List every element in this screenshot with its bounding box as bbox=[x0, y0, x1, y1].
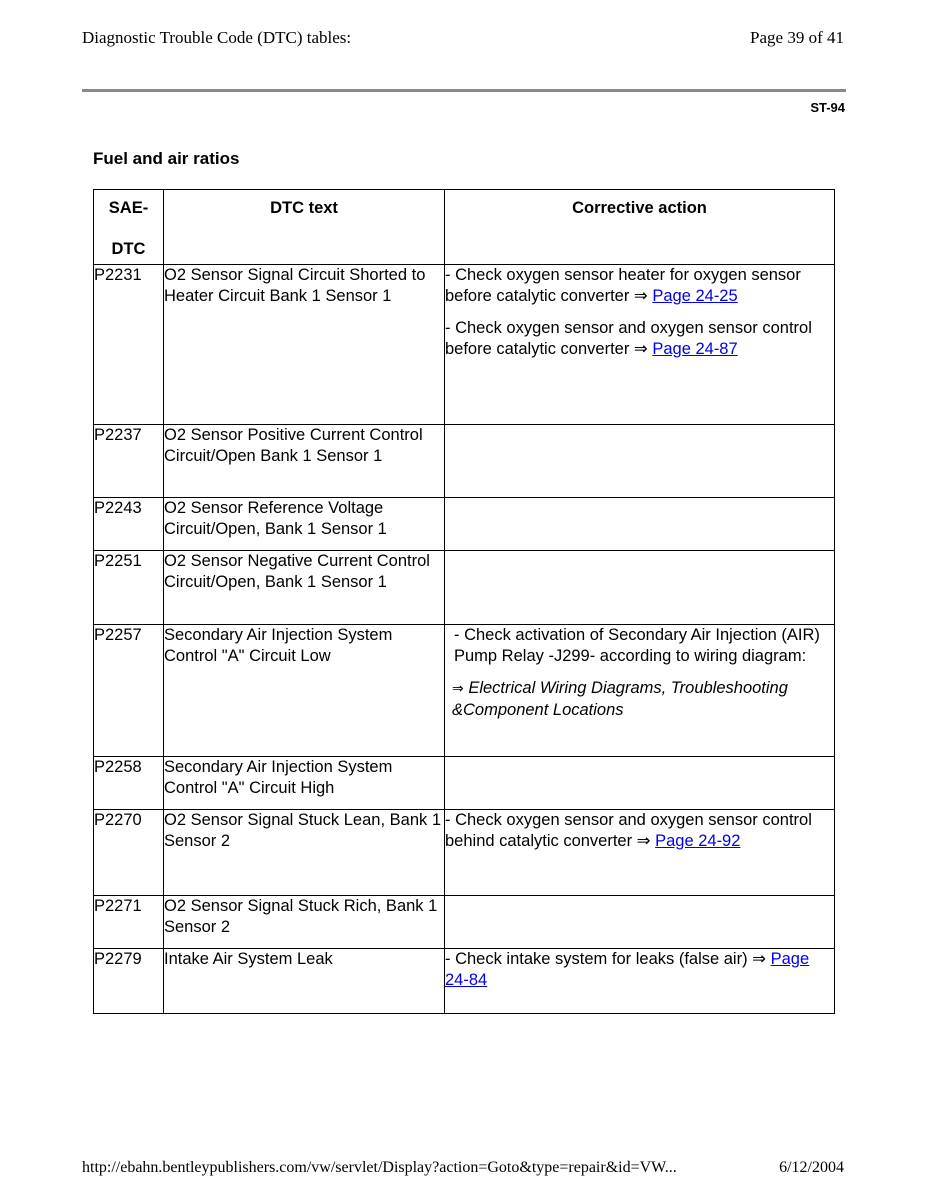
corrective-action bbox=[445, 949, 835, 1014]
action-text: - Check oxygen sensor and oxygen sensor control before catalytic converter ⇒ bbox=[445, 319, 812, 358]
dtc-code: P2257 bbox=[94, 625, 164, 757]
dtc-code: P2258 bbox=[94, 757, 164, 810]
footer-date: 6/12/2004 bbox=[779, 1159, 844, 1176]
dtc-text: O2 Sensor Reference Voltage Circuit/Open, Bank 1 Sensor 1 bbox=[164, 498, 445, 551]
corrective-action bbox=[445, 896, 835, 949]
action-text: - Check oxygen sensor and oxygen sensor control behind catalytic converter ⇒ bbox=[445, 811, 812, 850]
corrective-action bbox=[445, 425, 835, 498]
header-sae-dtc-line2: DTC bbox=[111, 240, 146, 258]
corrective-action bbox=[445, 757, 835, 810]
table-row bbox=[94, 625, 835, 757]
dtc-text: O2 Sensor Positive Current Control Circuit/Open Bank 1 Sensor 1 bbox=[164, 425, 445, 498]
dtc-code: P2271 bbox=[94, 896, 164, 949]
wiring-diagram-reference: Electrical Wiring Diagrams, Troubleshooting &Component Locations bbox=[452, 679, 788, 719]
dtc-text: O2 Sensor Negative Current Control Circuit/Open, Bank 1 Sensor 1 bbox=[164, 551, 445, 625]
footer-url: http://ebahn.bentleypublishers.com/vw/servlet/Display?action=Goto&type=repair&id=VW... bbox=[82, 1159, 677, 1176]
dtc-code: P2251 bbox=[94, 551, 164, 625]
header-corrective-action: Corrective action bbox=[445, 190, 835, 265]
page-link[interactable]: Page 24-84 bbox=[445, 950, 810, 989]
arrow-icon: ⇒ bbox=[452, 681, 464, 697]
corrective-action bbox=[445, 810, 835, 896]
action-text: - Check intake system for leaks (false air) ⇒ bbox=[445, 950, 771, 968]
dtc-text: O2 Sensor Signal Circuit Shorted to Heater Circuit Bank 1 Sensor 1 bbox=[164, 265, 445, 425]
table-row bbox=[94, 551, 835, 625]
table-row bbox=[94, 425, 835, 498]
table-row bbox=[94, 757, 835, 810]
action-text: - Check oxygen sensor heater for oxygen sensor before catalytic converter ⇒ bbox=[445, 266, 801, 305]
document-code: ST-94 bbox=[810, 100, 845, 115]
dtc-table bbox=[93, 189, 835, 1014]
header-sae-dtc bbox=[94, 190, 164, 265]
action-item bbox=[452, 678, 834, 720]
page-link[interactable]: Page 24-25 bbox=[652, 286, 738, 305]
header-sae-dtc-line1: SAE- bbox=[108, 199, 149, 217]
dtc-text: O2 Sensor Signal Stuck Lean, Bank 1 Sensor 2 bbox=[164, 810, 445, 896]
dtc-text: Intake Air System Leak bbox=[164, 949, 445, 1014]
header-divider bbox=[82, 89, 846, 92]
action-item bbox=[445, 265, 834, 306]
dtc-code: P2270 bbox=[94, 810, 164, 896]
dtc-text: Secondary Air Injection System Control "A" Circuit Low bbox=[164, 625, 445, 757]
action-item bbox=[445, 318, 834, 359]
document-title: Diagnostic Trouble Code (DTC) tables: bbox=[82, 28, 352, 47]
corrective-action bbox=[445, 498, 835, 551]
corrective-action bbox=[445, 625, 835, 757]
table-row bbox=[94, 810, 835, 896]
action-item bbox=[445, 810, 834, 851]
action-item bbox=[452, 625, 834, 666]
page-link[interactable]: Page 24-87 bbox=[652, 339, 738, 358]
corrective-action bbox=[445, 265, 835, 425]
dtc-text: O2 Sensor Signal Stuck Rich, Bank 1 Sensor 2 bbox=[164, 896, 445, 949]
page-link[interactable]: Page 24-92 bbox=[655, 831, 741, 850]
action-item bbox=[445, 949, 834, 990]
table-row bbox=[94, 498, 835, 551]
table-row bbox=[94, 265, 835, 425]
section-title: Fuel and air ratios bbox=[93, 149, 240, 168]
action-text: - Check activation of Secondary Air Injection (AIR) Pump Relay -J299- according to wiring diagram: bbox=[454, 626, 820, 665]
dtc-code: P2231 bbox=[94, 265, 164, 425]
header-dtc-text: DTC text bbox=[164, 190, 445, 265]
table-row bbox=[94, 949, 835, 1014]
dtc-text: Secondary Air Injection System Control "A" Circuit High bbox=[164, 757, 445, 810]
corrective-action bbox=[445, 551, 835, 625]
table-header-row bbox=[94, 190, 835, 265]
table-row bbox=[94, 896, 835, 949]
dtc-code: P2279 bbox=[94, 949, 164, 1014]
page-number: Page 39 of 41 bbox=[750, 28, 844, 47]
dtc-code: P2243 bbox=[94, 498, 164, 551]
dtc-code: P2237 bbox=[94, 425, 164, 498]
